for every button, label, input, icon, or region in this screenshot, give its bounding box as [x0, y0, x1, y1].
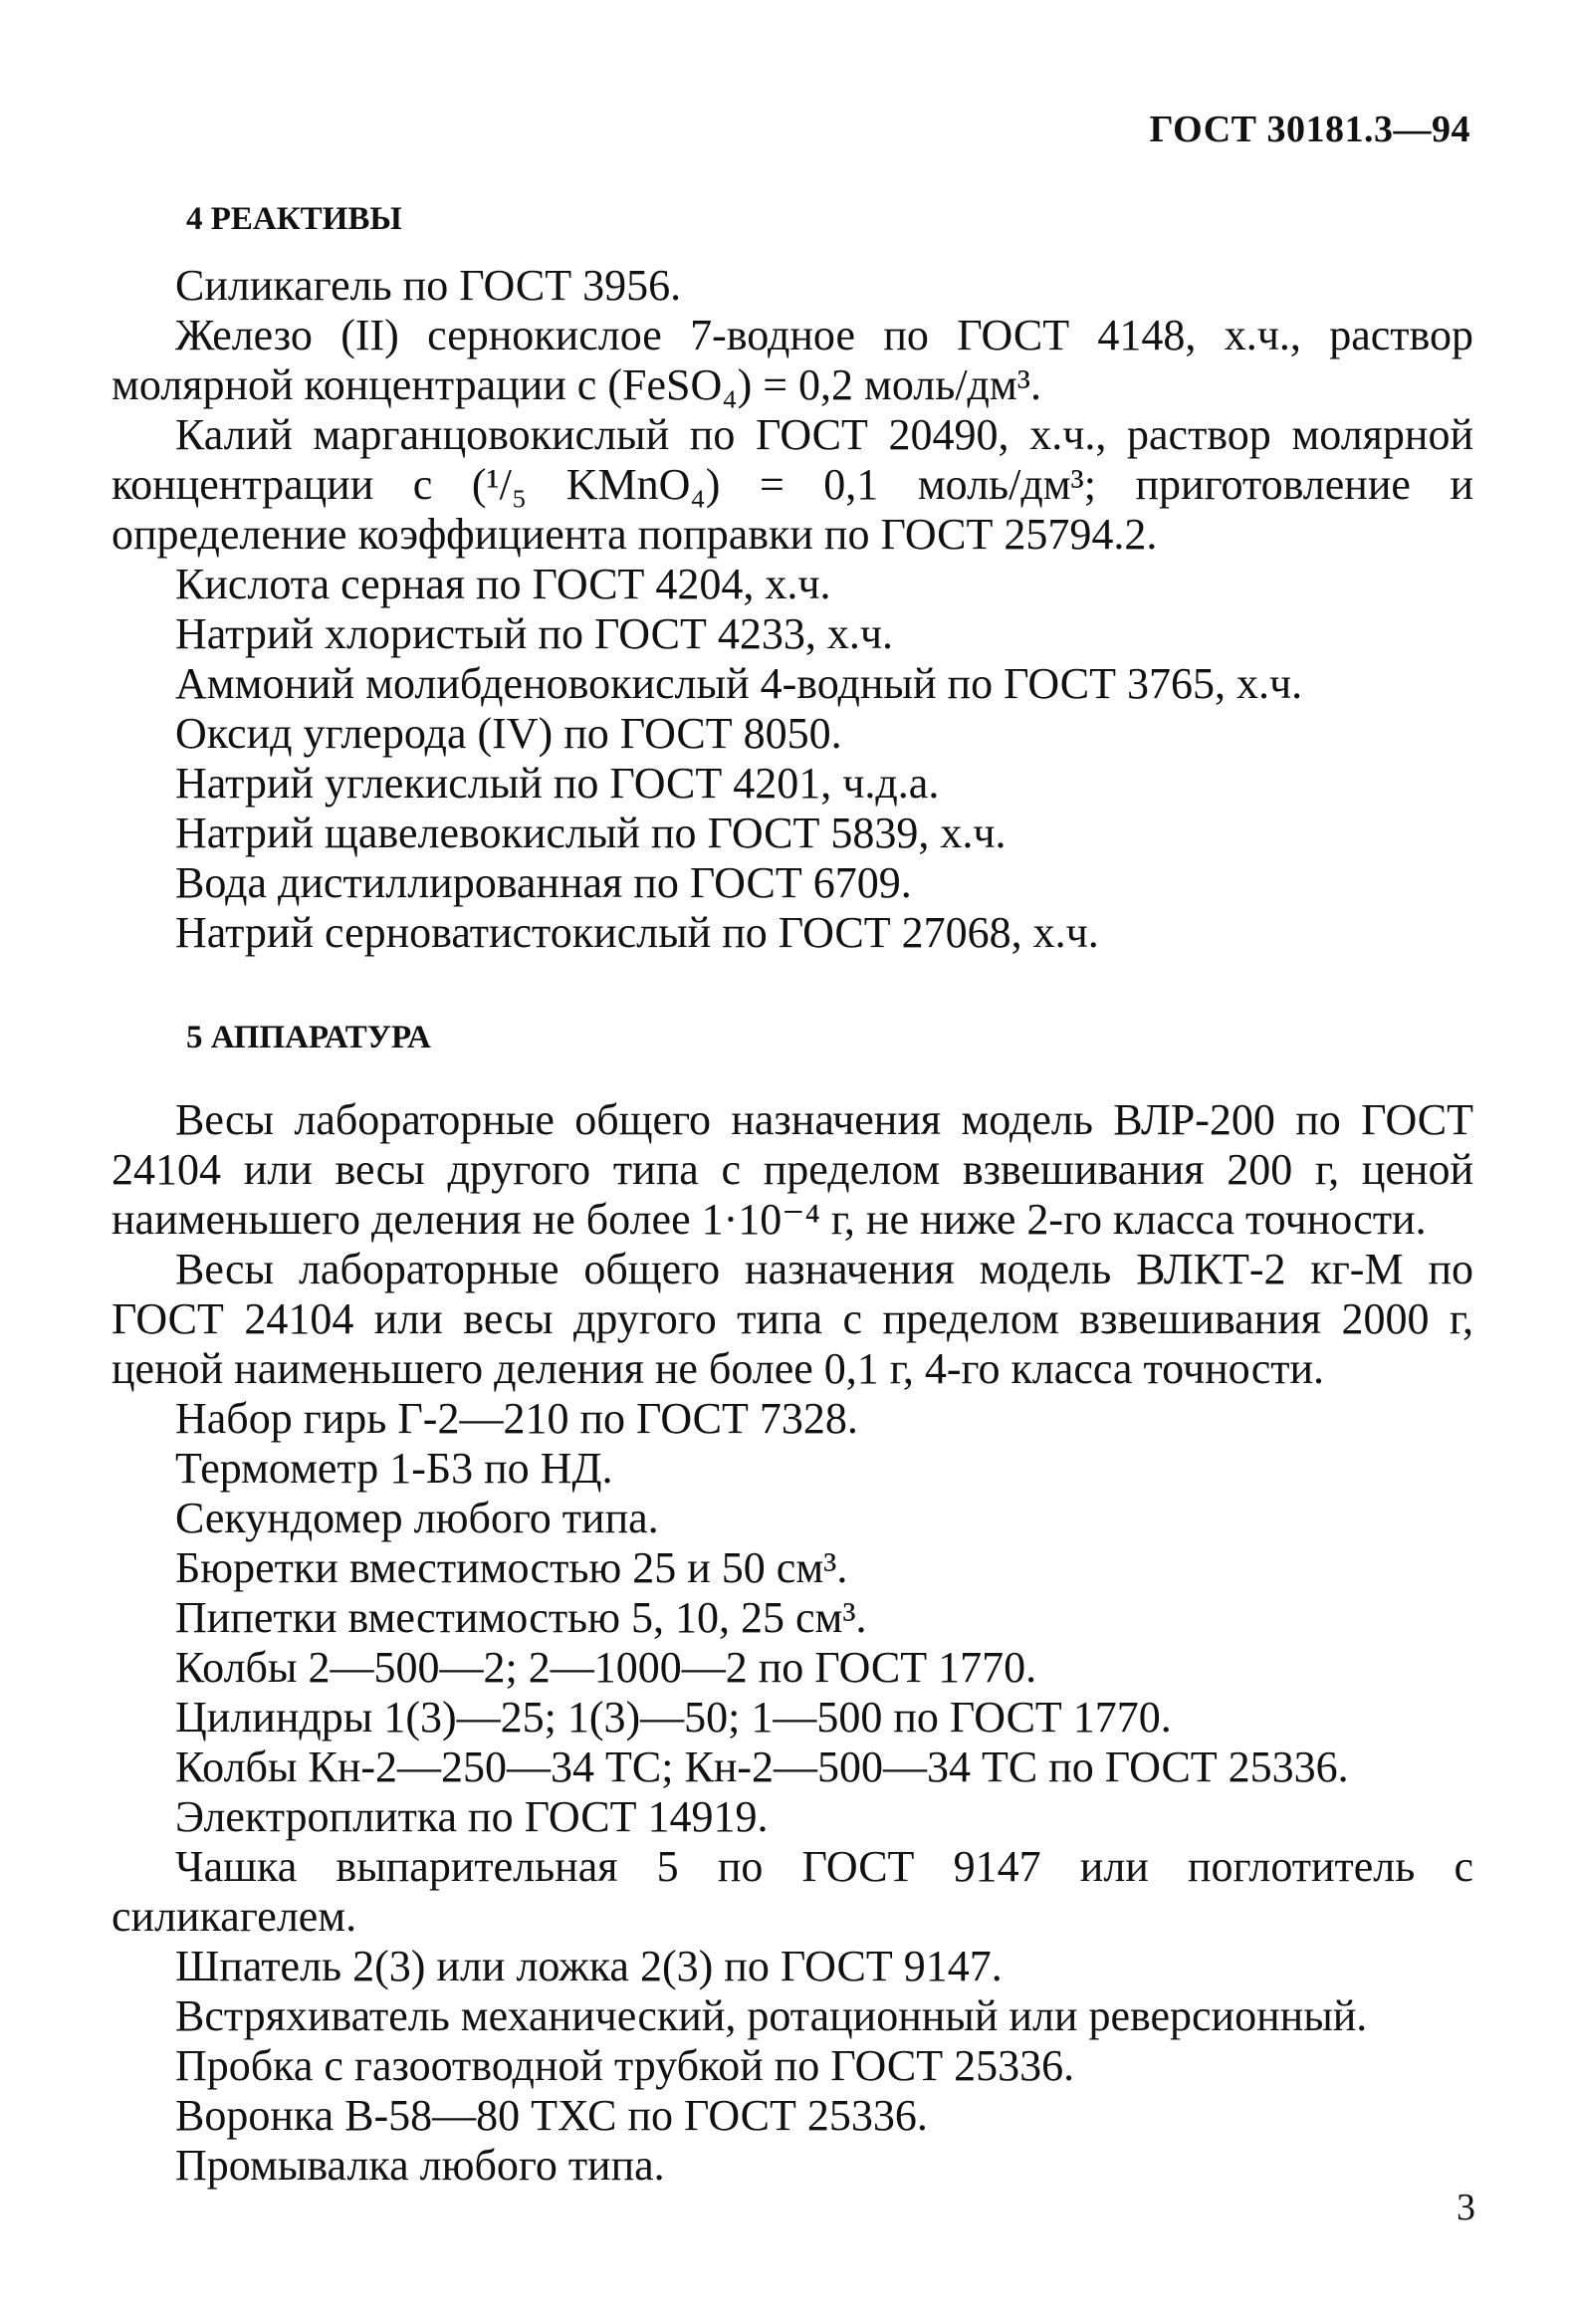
list-item: Натрий серноватистокислый по ГОСТ 27068, х.ч. [175, 908, 1099, 957]
list-item: Колбы 2—500—2; 2—1000—2 по ГОСТ 1770. [175, 1643, 1037, 1692]
list-item: Весы лабораторные общего назначения модель ВЛКТ-2 кг-М по ГОСТ 24104 или весы другого типа с пределом взвешивания 2000 г, ценой наименьшего деления не более 0,1 г, 4-го класса точности. [112, 1245, 1473, 1393]
list-item: Промывалка любого типа. [175, 2141, 665, 2190]
page-number: 3 [1457, 2187, 1475, 2228]
list-item: Калий марганцовокислый по ГОСТ 20490, х.ч., раствор молярной концентрации с (¹/₅ KMnO₄) = 0,1 моль/дм³; приготовление и определение коэффициента поправки по ГОСТ 25794.2. [112, 410, 1473, 559]
section-heading-reagents: 4 РЕАКТИВЫ [186, 201, 402, 237]
list-item: Секундомер любого типа. [175, 1494, 659, 1542]
reagents-list [112, 261, 1473, 958]
apparatus-list [112, 1095, 1473, 2191]
list-item: Пипетки вместимостью 5, 10, 25 см³. [175, 1593, 867, 1642]
list-item: Оксид углерода (IV) по ГОСТ 8050. [175, 709, 842, 758]
list-item: Встряхиватель механический, ротационный или реверсионный. [175, 1991, 1368, 2040]
list-item: Весы лабораторные общего назначения модель ВЛР-200 по ГОСТ 24104 или весы другого типа с пределом взвешивания 200 г, ценой наименьшего деления не более 1·10⁻⁴ г, не ниже 2-го класса точности. [112, 1095, 1473, 1244]
list-item: Электроплитка по ГОСТ 14919. [175, 1792, 769, 1841]
list-item: Пробка с газоотводной трубкой по ГОСТ 25336. [175, 2041, 1075, 2090]
list-item: Бюретки вместимостью 25 и 50 см³. [175, 1543, 848, 1592]
section-heading-apparatus: 5 АППАРАТУРА [186, 1020, 431, 1055]
list-item: Колбы Кн-2—250—34 ТС; Кн-2—500—34 ТС по ГОСТ 25336. [175, 1743, 1349, 1791]
list-item: Набор гирь Г-2—210 по ГОСТ 7328. [175, 1394, 858, 1443]
list-item: Воронка В-58—80 ТХС по ГОСТ 25336. [175, 2091, 928, 2140]
list-item: Шпатель 2(3) или ложка 2(3) по ГОСТ 9147. [175, 1942, 1003, 1990]
document-header: ГОСТ 30181.3—94 [1149, 109, 1470, 150]
page-content [112, 189, 1473, 2191]
list-item: Силикагель по ГОСТ 3956. [175, 261, 682, 310]
list-item: Натрий хлористый по ГОСТ 4233, х.ч. [175, 609, 893, 658]
list-item: Натрий углекислый по ГОСТ 4201, ч.д.а. [175, 759, 940, 808]
list-item: Термометр 1-Б3 по НД. [175, 1444, 613, 1493]
list-item: Чашка выпарительная 5 по ГОСТ 9147 или поглотитель с силикагелем. [112, 1842, 1473, 1941]
list-item: Натрий щавелевокислый по ГОСТ 5839, х.ч. [175, 809, 1007, 857]
list-item: Железо (II) сернокислое 7-водное по ГОСТ 4148, х.ч., раствор молярной концентрации с (FeSO₄) = 0,2 моль/дм³. [112, 311, 1473, 409]
list-item: Вода дистиллированная по ГОСТ 6709. [175, 858, 912, 907]
list-item: Цилиндры 1(3)—25; 1(3)—50; 1—500 по ГОСТ 1770. [175, 1693, 1172, 1742]
list-item: Аммоний молибденовокислый 4-водный по ГОСТ 3765, х.ч. [175, 659, 1303, 708]
list-item: Кислота серная по ГОСТ 4204, х.ч. [175, 560, 831, 608]
